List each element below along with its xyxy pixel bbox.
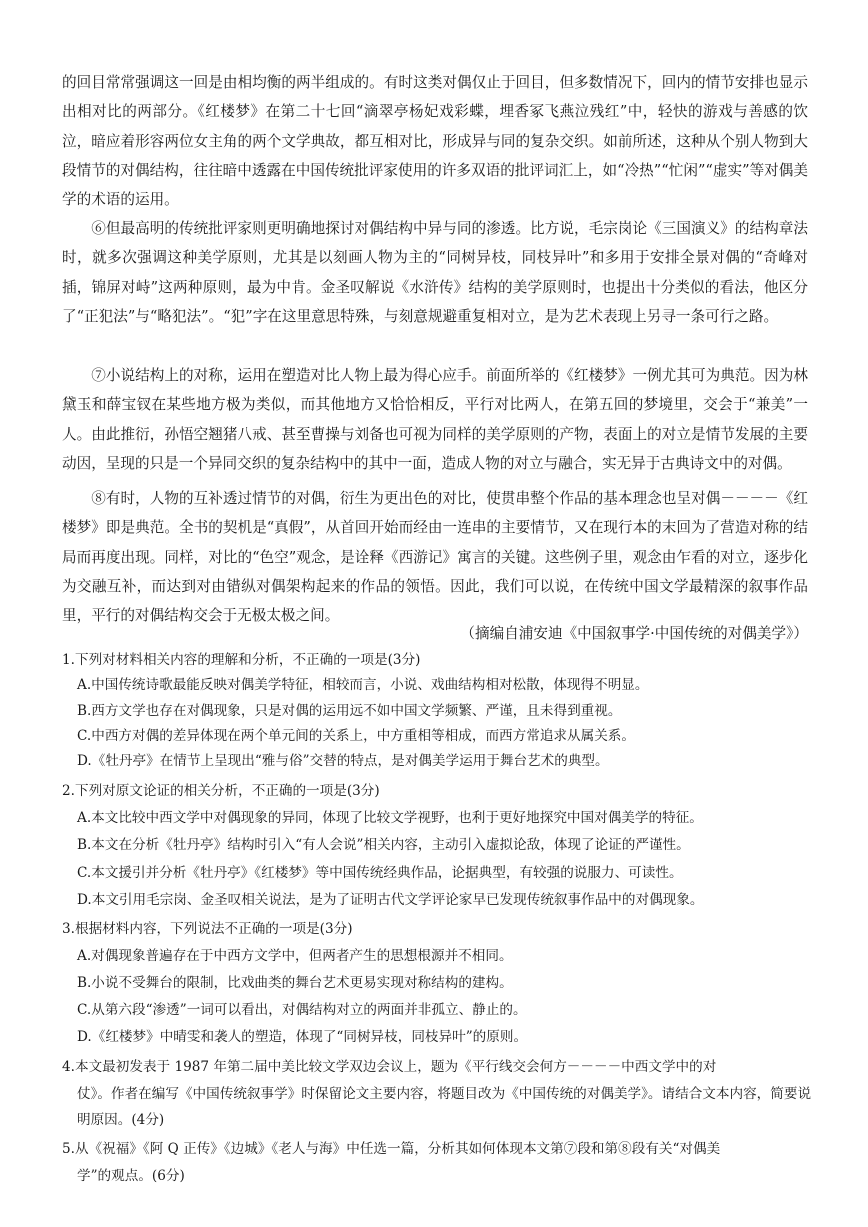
question-1 (62, 648, 812, 774)
question-stem (62, 1136, 812, 1190)
paragraph-7: ⑦小说结构上的对称，运用在塑造对比人物上最为得心应手。前面所举的《红楼梦》一例尤其可为典范。因为林黛玉和薛宝钗在某些地方极为类似，而其他地方又恰恰相反，平行对比两人，在第五回的梦境里，交会于“兼美”一人。由此推衍，孙悟空翘猪八戒、甚至曹操与刘备也可视为同样的美学原则的产物，表面上的对立是情节发展的主要动因，呈现的只是一个异同交织的复杂结构中的其中一面，造成人物的对立与融合，实无异于古典诗文中的对偶。 (62, 367, 808, 472)
option-c[interactable]: C.本文援引并分析《牡丹亭》《红楼梦》等中国传统经典作品，论据典型，有较强的说服力、可读性。 (77, 864, 683, 881)
option-d[interactable]: D.本文引用毛宗岗、金圣叹相关说法，是为了证明古代文学评论家早已发现传统叙事作品中的对偶现象。 (77, 892, 704, 908)
option-b[interactable]: B.西方文学也存在对偶现象，只是对偶的运用远不如中国文学频繁、严谨，且未得到重视。 (77, 702, 622, 719)
option-d[interactable]: D.《红楼梦》中晴雯和袭人的塑造，体现了“同树异枝，同枝异叶”的原则。 (77, 1028, 528, 1045)
question-stem: 3.根据材料内容，下列说法不正确的一项是(3分) (62, 921, 353, 938)
question-4 (62, 1054, 812, 1134)
question-3 (62, 917, 812, 1050)
option-a[interactable]: A.中国传统诗歌最能反映对偶美学特征，相较而言，小说、戏曲结构相对松散，体现得不明显。 (77, 677, 649, 694)
question-stem-first-line: 4.本文最初发表于 1987 年第二届中美比较文学双边会议上，题为《平行线交会何方－－－－中西文学中的对 (62, 1058, 717, 1075)
option-a[interactable]: A.本文比较中西文学中对偶现象的异同，体现了比较文学视野，也利于更好地探究中国对偶美学的特征。 (77, 809, 703, 826)
question-stem: 1.下列对材料相关内容的理解和分析，不正确的一项是(3分) (62, 652, 421, 668)
paragraph-5-continued: 的回目常常强调这一回是由相均衡的两半组成的。有时这类对偶仅止于回目，但多数情况下，回内的情节安排也显示出相对比的两部分。《红楼梦》在第二十七回“滴翠亭杨妃戏彩蝶，埋香冢飞燕泣残红”中，轻快的游戏与善感的饮泣，暗应着形容两位女主角的两个文学典故，都互相对比，形成异与同的复杂交织。如前所述，这种从个别人物到大段情节的对偶结构，往往暗中透露在中国传统批评家使用的许多双语的批评词汇上，如“冷热”“忙闲”“虚实”等对偶美学的术语的运用。 (62, 74, 808, 209)
question-2 (62, 779, 812, 914)
option-b[interactable]: B.本文在分析《牡丹亭》结构时引入“有人会说”相关内容，主动引入虚拟论敌，体现了论证的严谨性。 (77, 837, 690, 854)
question-stem: 2.下列对原文论证的相关分析，不正确的一项是(3分) (62, 783, 380, 800)
option-c[interactable]: C.从第六段“渗透”一词可以看出，对偶结构对立的两面并非孤立、静止的。 (77, 1001, 527, 1018)
question-5 (62, 1136, 812, 1190)
option-d[interactable]: D.《牡丹亭》在情节上呈现出“雅与俗”交替的特点，是对偶美学运用于舞台艺术的典型。 (77, 753, 609, 770)
question-stem-rest: 学”的观点。(6分) (77, 1167, 185, 1184)
question-stem (62, 1054, 812, 1134)
question-stem-rest: 仗》。作者在编写《中国传统叙事学》时保留论文主要内容，将题目改为《中国传统的对偶美学》。请结合文本内容，简要说明原因。(4分) (77, 1085, 812, 1129)
option-c[interactable]: C.中西方对偶的差异体现在两个单元间的关系上，中方重相等相成，而西方常追求从属关系。 (77, 727, 635, 744)
source-citation: （摘编自浦安迪《中国叙事学·中国传统的对偶美学》） (460, 625, 808, 642)
question-list (62, 648, 812, 1190)
option-a[interactable]: A.对偶现象普遍存在于中西方文学中，但两者产生的思想根源并不相同。 (77, 947, 513, 964)
option-b[interactable]: B.小说不受舞台的限制，比戏曲类的舞台艺术更易实现对称结构的建构。 (77, 974, 513, 991)
paragraph-8: ⑧有时，人物的互补透过情节的对偶，衍生为更出色的对比，使贯串整个作品的基本理念也呈对偶－－－－《红楼梦》即是典范。全书的契机是“真假”，从首回开始而经由一连串的主要情节，又在现行本的末回为了营造对称的结局而再度出现。同样，对比的“色空”观念，是诠释《西游记》寓言的关键。这些例子里，观念由乍看的对立，逐步化为交融互补，而达到对由错纵对偶架构起来的作品的领悟。因此，我们可以说，在传统中国文学最精深的叙事作品里，平行的对偶结构交会于无极太极之间。 (62, 490, 808, 625)
question-stem-first-line: 5.从《祝福》《阿 Q 正传》《边城》《老人与海》中任选一篇，分析其如何体现本文第⑦段和第⑧段有关“对偶美 (62, 1141, 721, 1158)
paragraph-6: ⑥但最高明的传统批评家则更明确地探讨对偶结构中异与同的渗透。比方说，毛宗岗论《三国演义》的结构章法时，就多次强调这种美学原则，尤其是以刻画人物为主的“同树异枝，同枝异叶”和多用于安排全景对偶的“奇峰对插，锦屏对峙”这两种原则，最为中肯。金圣叹解说《水浒传》结构的美学原则时，也提出十分类似的看法，他区分了“正犯法”与“略犯法”。“犯”字在这里意思特殊，与刻意规避重复相对立，是为艺术表现上另寻一条可行之路。 (62, 220, 808, 325)
